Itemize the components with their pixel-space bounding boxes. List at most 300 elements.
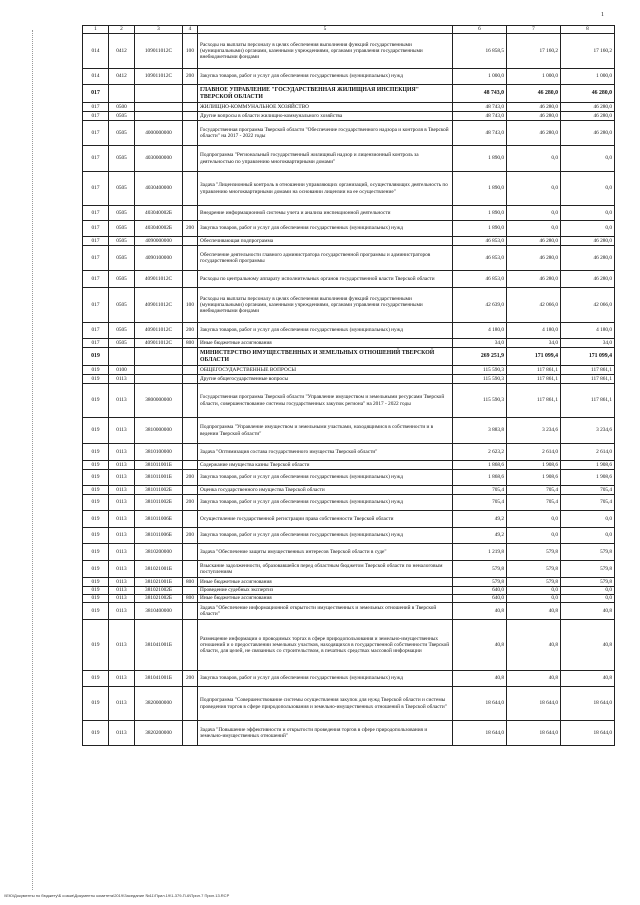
amount-2022-cell: 17 160,2	[561, 34, 615, 69]
amount-2021-cell: 0,0	[507, 221, 561, 237]
amount-2022-cell: 0,0	[561, 587, 615, 595]
code-section-cell: 0113	[109, 561, 135, 578]
code-chapter-cell: 019	[83, 366, 109, 375]
amount-2022-cell: 705,4	[561, 486, 615, 495]
code-section-cell: 0100	[109, 366, 135, 375]
amount-2020-cell: 18 644,0	[453, 721, 507, 746]
amount-2020-cell: 48 743,0	[453, 103, 507, 112]
description-cell: Закупка товаров, работ и услуг для обеспечения государственных (муниципальных) нужд	[198, 495, 453, 511]
amount-2022-cell: 0,0	[561, 172, 615, 206]
description-cell: ЖИЛИЩНО-КОММУНАЛЬНОЕ ХОЗЯЙСТВО	[198, 103, 453, 112]
code-section-cell: 0113	[109, 544, 135, 561]
code-expense-type-cell	[183, 384, 198, 418]
page-number: 1	[601, 12, 604, 18]
code-section-cell: 0412	[109, 69, 135, 85]
code-target-cell: 109011012С	[135, 69, 183, 85]
code-section-cell: 0113	[109, 528, 135, 544]
table-row	[83, 671, 615, 687]
header-cell: 8	[561, 26, 615, 34]
amount-2020-cell: 1 868,6	[453, 461, 507, 470]
table-row	[83, 528, 615, 544]
description-cell: Расходы на выплаты персоналу в целях обеспечения выполнения функций государственными (муниципальными) органами, казенными учреждениями, органами управления государственными внебюджетными фондами	[198, 34, 453, 69]
table-row	[83, 544, 615, 561]
code-expense-type-cell: 200	[183, 470, 198, 486]
amount-2020-cell: 640,0	[453, 587, 507, 595]
description-cell: Задача "Обеспечение информационной открытости имущественных и земельных отношений в Тверской области"	[198, 603, 453, 620]
amount-2020-cell: 579,8	[453, 578, 507, 587]
code-section-cell: 0505	[109, 221, 135, 237]
amount-2021-cell: 579,8	[507, 578, 561, 587]
code-target-cell	[135, 375, 183, 384]
code-chapter-cell: 019	[83, 603, 109, 620]
table-header-row	[83, 26, 615, 34]
table-row	[83, 271, 615, 288]
code-section-cell: 0412	[109, 34, 135, 69]
code-expense-type-cell: 200	[183, 671, 198, 687]
code-chapter-cell: 019	[83, 721, 109, 746]
code-section-cell: 0505	[109, 288, 135, 323]
code-section-cell: 0113	[109, 495, 135, 511]
code-target-cell: 381011006Б	[135, 528, 183, 544]
code-section-cell: 0113	[109, 687, 135, 721]
description-cell: Обеспечение деятельности главного администратора государственной программы и администраторов государственной программы	[198, 246, 453, 271]
description-cell: Закупка товаров, работ и услуг для обеспечения государственных (муниципальных) нужд	[198, 528, 453, 544]
file-path-footer: \\ЕЮ\Документы по бюджету\Б созыв\Документы комитета\2019\Заседание №11\Прил.19\1-379-П-6\Прил.7 Прил.13.RCP	[4, 893, 230, 898]
budget-table	[82, 25, 615, 746]
table-row	[83, 595, 615, 603]
code-section-cell: 0113	[109, 444, 135, 461]
code-target-cell: 3800000000	[135, 384, 183, 418]
amount-2020-cell: 16 858,5	[453, 34, 507, 69]
amount-2020-cell: 1 868,6	[453, 470, 507, 486]
amount-2021-cell: 0,0	[507, 528, 561, 544]
code-expense-type-cell: 200	[183, 528, 198, 544]
code-chapter-cell: 014	[83, 34, 109, 69]
amount-2021-cell: 1 908,6	[507, 470, 561, 486]
table-row	[83, 323, 615, 339]
amount-2021-cell: 0,0	[507, 172, 561, 206]
code-expense-type-cell	[183, 85, 198, 103]
table-row	[83, 620, 615, 671]
code-expense-type-cell	[183, 237, 198, 246]
code-chapter-cell: 019	[83, 687, 109, 721]
amount-2020-cell: 705,4	[453, 486, 507, 495]
amount-2020-cell: 115 590,3	[453, 366, 507, 375]
code-expense-type-cell	[183, 687, 198, 721]
table-row	[83, 288, 615, 323]
code-target-cell: 381021001Б	[135, 561, 183, 578]
amount-2020-cell: 1 890,0	[453, 172, 507, 206]
amount-2020-cell: 49,2	[453, 511, 507, 528]
description-cell: Подпрограмма "Совершенствование системы осуществления закупок для нужд Тверской области и системы проведения торгов в сфере природопользования и земельно-имущественных отношений в Тверской области"	[198, 687, 453, 721]
table-row	[83, 461, 615, 470]
code-target-cell: 3810200000	[135, 544, 183, 561]
amount-2020-cell: 1 000,0	[453, 69, 507, 85]
code-chapter-cell: 019	[83, 544, 109, 561]
code-expense-type-cell: 800	[183, 578, 198, 587]
code-chapter-cell: 014	[83, 69, 109, 85]
code-section-cell: 0505	[109, 112, 135, 121]
code-target-cell: 381021002Б	[135, 595, 183, 603]
amount-2020-cell: 42 639,0	[453, 288, 507, 323]
amount-2021-cell: 1 000,0	[507, 69, 561, 85]
amount-2022-cell: 117 861,1	[561, 375, 615, 384]
amount-2022-cell: 40,8	[561, 671, 615, 687]
scan-edge-line	[32, 30, 34, 890]
amount-2021-cell: 579,8	[507, 561, 561, 578]
amount-2021-cell: 117 861,1	[507, 375, 561, 384]
amount-2021-cell: 40,8	[507, 671, 561, 687]
code-chapter-cell: 017	[83, 288, 109, 323]
table-row	[83, 470, 615, 486]
code-chapter-cell: 019	[83, 495, 109, 511]
code-expense-type-cell	[183, 587, 198, 595]
amount-2021-cell: 0,0	[507, 587, 561, 595]
description-cell: Иные бюджетные ассигнования	[198, 339, 453, 348]
amount-2021-cell: 117 861,1	[507, 384, 561, 418]
table-row	[83, 246, 615, 271]
code-expense-type-cell	[183, 603, 198, 620]
description-cell: Другие вопросы в области жилищно-коммунального хозяйства	[198, 112, 453, 121]
code-target-cell	[135, 85, 183, 103]
amount-2020-cell: 2 623,2	[453, 444, 507, 461]
code-target-cell: 3820000000	[135, 687, 183, 721]
table-row	[83, 721, 615, 746]
amount-2021-cell: 171 099,4	[507, 348, 561, 366]
code-target-cell: 409011012С	[135, 323, 183, 339]
amount-2020-cell: 4 180,0	[453, 323, 507, 339]
amount-2020-cell: 1 890,0	[453, 221, 507, 237]
description-cell: Закупка товаров, работ и услуг для обеспечения государственных (муниципальных) нужд	[198, 470, 453, 486]
code-section-cell: 0505	[109, 271, 135, 288]
code-target-cell: 403040002Б	[135, 206, 183, 221]
code-target-cell: 381011001Б	[135, 461, 183, 470]
amount-2022-cell: 40,8	[561, 603, 615, 620]
amount-2021-cell: 2 614,0	[507, 444, 561, 461]
table-row	[83, 69, 615, 85]
code-expense-type-cell	[183, 486, 198, 495]
amount-2021-cell: 46 280,0	[507, 246, 561, 271]
amount-2020-cell: 1 890,0	[453, 146, 507, 172]
amount-2022-cell: 117 861,1	[561, 384, 615, 418]
code-section-cell: 0505	[109, 323, 135, 339]
code-section-cell: 0113	[109, 671, 135, 687]
description-cell: Задача "Обеспечение защиты имущественных интересов Тверской области в суде"	[198, 544, 453, 561]
description-cell: Подпрограмма "Управление имуществом и земельными участками, находящимися в собственности и в ведении Тверской области"	[198, 418, 453, 444]
code-section-cell: 0113	[109, 375, 135, 384]
amount-2022-cell: 46 280,0	[561, 237, 615, 246]
code-target-cell: 4090100000	[135, 246, 183, 271]
code-section-cell: 0505	[109, 206, 135, 221]
amount-2022-cell: 0,0	[561, 595, 615, 603]
amount-2020-cell: 40,8	[453, 671, 507, 687]
description-cell: Размещение информации о проводимых торгах в сфере природопользования и земельно-имущественных отношений и о предоставлении земельных участков, находящихся в государственной собственности Тверской области, для целей, не связанных со строительством, в печатных средствах массовой информации	[198, 620, 453, 671]
code-chapter-cell: 019	[83, 561, 109, 578]
code-expense-type-cell	[183, 172, 198, 206]
amount-2021-cell: 579,8	[507, 544, 561, 561]
table-row	[83, 687, 615, 721]
code-expense-type-cell: 200	[183, 69, 198, 85]
amount-2022-cell: 0,0	[561, 511, 615, 528]
description-cell: Осуществление государственной регистрации права собственности Тверской области	[198, 511, 453, 528]
code-chapter-cell: 017	[83, 339, 109, 348]
code-expense-type-cell: 100	[183, 34, 198, 69]
amount-2022-cell: 0,0	[561, 146, 615, 172]
code-section-cell: 0113	[109, 486, 135, 495]
code-expense-type-cell	[183, 348, 198, 366]
table-row	[83, 418, 615, 444]
code-expense-type-cell	[183, 112, 198, 121]
amount-2020-cell: 46 853,0	[453, 237, 507, 246]
amount-2021-cell: 46 280,0	[507, 121, 561, 146]
code-target-cell: 3810100000	[135, 444, 183, 461]
description-cell: Оценка государственного имущества Тверской области	[198, 486, 453, 495]
description-cell: Проведение судебных экспертиз	[198, 587, 453, 595]
amount-2022-cell: 46 280,0	[561, 85, 615, 103]
description-cell: Расходы на выплаты персоналу в целях обеспечения выполнения функций государственными (муниципальными) органами, казенными учреждениями, органами управления государственными внебюджетными фондами	[198, 288, 453, 323]
description-cell: Другие общегосударственные вопросы	[198, 375, 453, 384]
table-row	[83, 339, 615, 348]
amount-2021-cell: 40,8	[507, 620, 561, 671]
code-section-cell: 0505	[109, 172, 135, 206]
code-expense-type-cell	[183, 511, 198, 528]
amount-2022-cell: 1 908,6	[561, 470, 615, 486]
code-expense-type-cell: 200	[183, 323, 198, 339]
amount-2021-cell: 34,0	[507, 339, 561, 348]
code-expense-type-cell	[183, 461, 198, 470]
code-section-cell: 0113	[109, 721, 135, 746]
amount-2022-cell: 34,0	[561, 339, 615, 348]
code-expense-type-cell	[183, 375, 198, 384]
code-target-cell: 3820200000	[135, 721, 183, 746]
code-section-cell	[109, 348, 135, 366]
code-target-cell: 3810400000	[135, 603, 183, 620]
table-row	[83, 121, 615, 146]
description-cell: Государственная программа Тверской области "Управление имуществом и земельными ресурсами Тверской области, совершенствование системы государственных закупок региона" на 2017 - 2022 годы	[198, 384, 453, 418]
code-expense-type-cell	[183, 246, 198, 271]
description-cell: МИНИСТЕРСТВО ИМУЩЕСТВЕННЫХ И ЗЕМЕЛЬНЫХ ОТНОШЕНИЙ ТВЕРСКОЙ ОБЛАСТИ	[198, 348, 453, 366]
amount-2020-cell: 49,2	[453, 528, 507, 544]
table-row	[83, 366, 615, 375]
amount-2022-cell: 4 180,0	[561, 323, 615, 339]
amount-2021-cell: 1 908,6	[507, 461, 561, 470]
code-chapter-cell: 017	[83, 271, 109, 288]
table-row	[83, 237, 615, 246]
amount-2021-cell: 46 280,0	[507, 271, 561, 288]
code-chapter-cell: 017	[83, 85, 109, 103]
code-chapter-cell: 019	[83, 511, 109, 528]
amount-2020-cell: 18 644,0	[453, 687, 507, 721]
code-section-cell: 0113	[109, 587, 135, 595]
header-cell: 3	[135, 26, 183, 34]
amount-2020-cell: 48 743,0	[453, 121, 507, 146]
code-expense-type-cell	[183, 444, 198, 461]
code-chapter-cell: 017	[83, 121, 109, 146]
code-chapter-cell: 017	[83, 206, 109, 221]
amount-2022-cell: 579,8	[561, 561, 615, 578]
code-section-cell: 0505	[109, 246, 135, 271]
amount-2021-cell: 18 644,0	[507, 687, 561, 721]
amount-2022-cell: 46 280,0	[561, 103, 615, 112]
code-target-cell	[135, 103, 183, 112]
table-row	[83, 495, 615, 511]
code-expense-type-cell	[183, 721, 198, 746]
amount-2022-cell: 46 280,0	[561, 246, 615, 271]
table-row	[83, 603, 615, 620]
amount-2022-cell: 40,8	[561, 620, 615, 671]
code-chapter-cell: 019	[83, 418, 109, 444]
table-row	[83, 34, 615, 69]
table-row	[83, 172, 615, 206]
code-section-cell: 0113	[109, 511, 135, 528]
description-cell: Задача "Повышение эффективности и открытости проведения торгов в сфере природопользования и земельно-имущественных отношений"	[198, 721, 453, 746]
amount-2022-cell: 18 644,0	[561, 687, 615, 721]
amount-2020-cell: 640,0	[453, 595, 507, 603]
code-target-cell	[135, 366, 183, 375]
description-cell: Подпрограмма "Региональный государственный жилищный надзор и лицензионный контроль за деятельностью по управлению многоквартирными домами"	[198, 146, 453, 172]
description-cell: Внедрение информационной системы учета и анализа инспекционной деятельности	[198, 206, 453, 221]
table-row	[83, 103, 615, 112]
amount-2022-cell: 0,0	[561, 221, 615, 237]
code-expense-type-cell	[183, 121, 198, 146]
code-section-cell	[109, 85, 135, 103]
code-chapter-cell: 017	[83, 103, 109, 112]
amount-2022-cell: 579,8	[561, 544, 615, 561]
code-chapter-cell: 019	[83, 486, 109, 495]
code-target-cell: 381011002Б	[135, 495, 183, 511]
amount-2022-cell: 0,0	[561, 206, 615, 221]
amount-2020-cell: 269 251,9	[453, 348, 507, 366]
code-chapter-cell: 019	[83, 528, 109, 544]
amount-2022-cell: 46 280,0	[561, 112, 615, 121]
amount-2021-cell: 0,0	[507, 511, 561, 528]
code-expense-type-cell: 200	[183, 221, 198, 237]
code-chapter-cell: 019	[83, 384, 109, 418]
description-cell: Закупка товаров, работ и услуг для обеспечения государственных (муниципальных) нужд	[198, 221, 453, 237]
amount-2021-cell: 3 234,6	[507, 418, 561, 444]
description-cell: Закупка товаров, работ и услуг для обеспечения государственных (муниципальных) нужд	[198, 671, 453, 687]
code-target-cell: 381011002Б	[135, 486, 183, 495]
description-cell: ОБЩЕГОСУДАРСТВЕННЫЕ ВОПРОСЫ	[198, 366, 453, 375]
code-chapter-cell: 017	[83, 323, 109, 339]
description-cell: Иные бюджетные ассигнования	[198, 578, 453, 587]
code-expense-type-cell: 200	[183, 495, 198, 511]
description-cell: Обеспечивающая подпрограмма	[198, 237, 453, 246]
table-row	[83, 375, 615, 384]
table-row	[83, 146, 615, 172]
amount-2020-cell: 48 743,0	[453, 112, 507, 121]
amount-2020-cell: 705,4	[453, 495, 507, 511]
code-target-cell: 3810000000	[135, 418, 183, 444]
code-chapter-cell: 017	[83, 221, 109, 237]
code-expense-type-cell	[183, 561, 198, 578]
code-chapter-cell: 019	[83, 461, 109, 470]
code-section-cell: 0113	[109, 603, 135, 620]
amount-2022-cell: 1 908,6	[561, 461, 615, 470]
code-expense-type-cell	[183, 418, 198, 444]
amount-2021-cell: 705,4	[507, 486, 561, 495]
header-cell: 2	[109, 26, 135, 34]
amount-2021-cell: 40,8	[507, 603, 561, 620]
code-target-cell	[135, 112, 183, 121]
amount-2020-cell: 46 853,0	[453, 271, 507, 288]
table-row	[83, 444, 615, 461]
code-section-cell: 0505	[109, 237, 135, 246]
description-cell: Закупка товаров, работ и услуг для обеспечения государственных (муниципальных) нужд	[198, 69, 453, 85]
description-cell: Иные бюджетные ассигнования	[198, 595, 453, 603]
code-section-cell: 0505	[109, 339, 135, 348]
code-target-cell: 381021002Б	[135, 587, 183, 595]
table-row	[83, 112, 615, 121]
code-chapter-cell: 017	[83, 246, 109, 271]
code-chapter-cell: 019	[83, 587, 109, 595]
code-target-cell: 381041001Б	[135, 620, 183, 671]
code-section-cell: 0113	[109, 595, 135, 603]
code-chapter-cell: 019	[83, 578, 109, 587]
description-cell: ГЛАВНОЕ УПРАВЛЕНИЕ "ГОСУДАРСТВЕННАЯ ЖИЛИЩНАЯ ИНСПЕКЦИЯ" ТВЕРСКОЙ ОБЛАСТИ	[198, 85, 453, 103]
code-section-cell: 0113	[109, 578, 135, 587]
header-cell: 7	[507, 26, 561, 34]
amount-2021-cell: 18 644,0	[507, 721, 561, 746]
code-expense-type-cell	[183, 271, 198, 288]
amount-2022-cell: 1 000,0	[561, 69, 615, 85]
amount-2022-cell: 171 099,4	[561, 348, 615, 366]
amount-2020-cell: 3 883,8	[453, 418, 507, 444]
table-row	[83, 511, 615, 528]
amount-2022-cell: 42 066,0	[561, 288, 615, 323]
amount-2020-cell: 34,0	[453, 339, 507, 348]
table-row	[83, 486, 615, 495]
code-chapter-cell: 019	[83, 348, 109, 366]
amount-2020-cell: 115 590,3	[453, 375, 507, 384]
code-target-cell: 381021001Б	[135, 578, 183, 587]
amount-2021-cell: 0,0	[507, 206, 561, 221]
table-row	[83, 206, 615, 221]
amount-2020-cell: 40,8	[453, 603, 507, 620]
header-cell: 1	[83, 26, 109, 34]
amount-2021-cell: 4 180,0	[507, 323, 561, 339]
description-cell: Задача "Лицензионный контроль в отношении управляющих организаций, осуществляющих деятельность по управлению многоквартирными домами на основании лицензии на ее осуществление"	[198, 172, 453, 206]
amount-2022-cell: 46 280,0	[561, 121, 615, 146]
amount-2021-cell: 46 280,0	[507, 103, 561, 112]
code-target-cell: 403040002Б	[135, 221, 183, 237]
table-row	[83, 85, 615, 103]
amount-2021-cell: 42 066,0	[507, 288, 561, 323]
code-target-cell: 409011012С	[135, 288, 183, 323]
amount-2021-cell: 46 280,0	[507, 85, 561, 103]
code-target-cell: 109011012С	[135, 34, 183, 69]
amount-2022-cell: 18 644,0	[561, 721, 615, 746]
code-target-cell: 409011012С	[135, 271, 183, 288]
code-chapter-cell: 017	[83, 112, 109, 121]
code-section-cell: 0113	[109, 384, 135, 418]
amount-2020-cell: 579,8	[453, 561, 507, 578]
amount-2022-cell: 0,0	[561, 528, 615, 544]
amount-2021-cell: 46 280,0	[507, 237, 561, 246]
code-expense-type-cell: 800	[183, 339, 198, 348]
amount-2020-cell: 1 219,8	[453, 544, 507, 561]
code-expense-type-cell	[183, 103, 198, 112]
amount-2021-cell: 17 160,2	[507, 34, 561, 69]
code-target-cell: 4030000000	[135, 146, 183, 172]
code-section-cell: 0505	[109, 121, 135, 146]
code-chapter-cell: 019	[83, 470, 109, 486]
description-cell: Задача "Оптимизация состава государственного имущества Тверской области"	[198, 444, 453, 461]
code-target-cell: 381011001Б	[135, 470, 183, 486]
code-target-cell: 4030400000	[135, 172, 183, 206]
amount-2020-cell: 115 590,3	[453, 384, 507, 418]
header-cell: 4	[183, 26, 198, 34]
